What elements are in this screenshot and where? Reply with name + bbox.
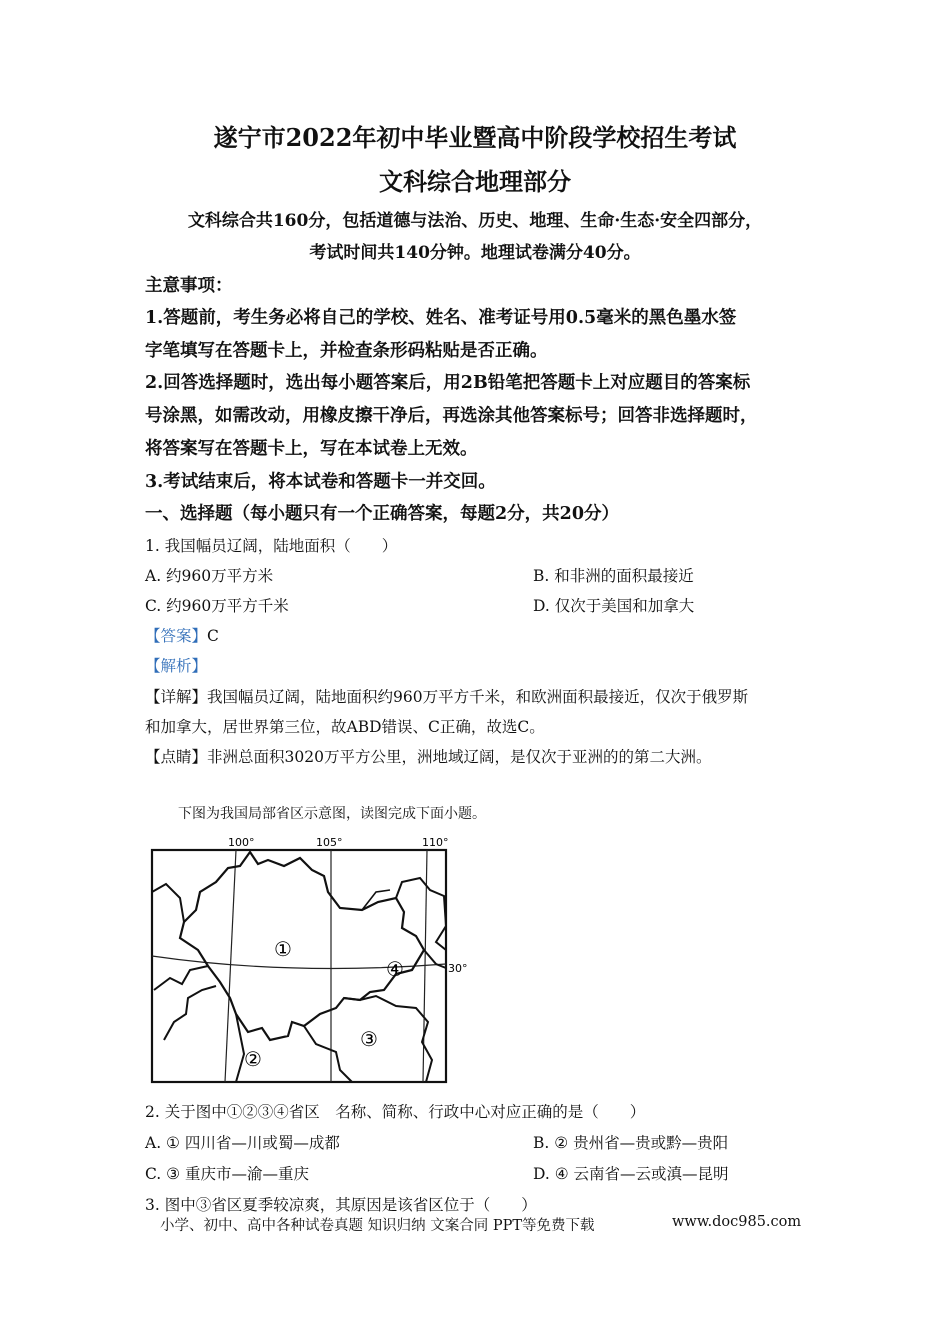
question-1-option-a: A. 约960万平方米 xyxy=(145,567,274,585)
page-title: 遂宁市2022年初中毕业暨高中阶段学校招生考试 xyxy=(213,123,737,152)
question-1-option-c: C. 约960万平方千米 xyxy=(145,597,289,615)
note-1b: 字笔填写在答题卡上，并检查条形码粘贴是否正确。 xyxy=(145,341,548,361)
question-2-option-b: B. ② 贵州省—贵或黔—贵阳 xyxy=(533,1134,729,1152)
question-1-option-b: B. 和非洲的面积最接近 xyxy=(533,567,694,585)
longitude-label-100: 100° xyxy=(228,836,255,849)
intro-line-1: 文科综合共160分，包括道德与法治、历史、地理、生命·生态·安全四部分， xyxy=(187,211,763,231)
question-1-option-d: D. 仅次于美国和加拿大 xyxy=(533,597,695,615)
marker-3: ③ xyxy=(360,1027,378,1051)
question-2-option-c: C. ③ 重庆市—渝—重庆 xyxy=(145,1165,309,1183)
province-map xyxy=(140,830,480,1090)
note-3: 3.考试结束后，将本试卷和答题卡一并交回。 xyxy=(145,472,496,492)
longitude-label-110: 110° xyxy=(422,836,449,849)
tip-line: 【点睛】非洲总面积3020万平方公里，洲地域辽阔，是仅次于亚洲的的第二大洲。 xyxy=(145,748,712,766)
answer-value: C xyxy=(207,627,219,645)
detail-line-2: 和加拿大，居世界第三位，故ABD错误、C正确，故选C。 xyxy=(145,718,545,736)
footer-text: 小学、初中、高中各种试卷真题 知识归纳 文案合同 PPT等免费下载 xyxy=(160,1218,595,1234)
page-subtitle: 文科综合地理部分 xyxy=(379,167,571,196)
question-2-stem: 2. 关于图中①②③④省区 名称、简称、行政中心对应正确的是（ ） xyxy=(145,1103,646,1121)
question-2-option-d: D. ④ 云南省—云或滇—昆明 xyxy=(533,1165,729,1183)
latitude-label-30: 30° xyxy=(448,962,468,975)
analysis-label: 【解析】 xyxy=(145,657,208,675)
answer-row xyxy=(145,624,219,646)
intro-line-2: 考试时间共140分钟。地理试卷满分40分。 xyxy=(309,243,641,263)
map-caption: 下图为我国局部省区示意图，读图完成下面小题。 xyxy=(178,806,486,822)
question-1-stem: 1. 我国幅员辽阔，陆地面积（ ） xyxy=(145,537,398,555)
section-heading: 一、选择题（每小题只有一个正确答案，每题2分，共20分） xyxy=(145,504,620,524)
detail-line-1: 【详解】我国幅员辽阔，陆地面积约960万平方千米，和欧洲面积最接近，仅次于俄罗斯 xyxy=(145,688,749,706)
notes-heading: 主意事项： xyxy=(145,276,233,296)
note-2a: 2.回答选择题时，选出每小题答案后，用2B铅笔把答题卡上对应题目的答案标 xyxy=(145,373,751,393)
marker-4: ④ xyxy=(386,957,404,981)
longitude-label-105: 105° xyxy=(316,836,343,849)
question-3-stem: 3. 图中③省区夏季较凉爽，其原因是该省区位于（ ） xyxy=(145,1196,537,1214)
answer-label: 【答案】 xyxy=(145,627,208,645)
marker-1: ① xyxy=(274,937,292,961)
marker-2: ② xyxy=(244,1047,262,1071)
note-2b: 号涂黑，如需改动，用橡皮擦干净后，再选涂其他答案标号；回答非选择题时， xyxy=(145,406,758,426)
footer-site[interactable]: www.doc985.com xyxy=(672,1214,802,1230)
note-2c: 将答案写在答题卡上，写在本试卷上无效。 xyxy=(145,439,478,459)
note-1a: 1.答题前，考生务必将自己的学校、姓名、准考证号用0.5毫米的黑色墨水签 xyxy=(145,308,737,328)
question-2-option-a: A. ① 四川省—川或蜀—成都 xyxy=(145,1134,340,1152)
